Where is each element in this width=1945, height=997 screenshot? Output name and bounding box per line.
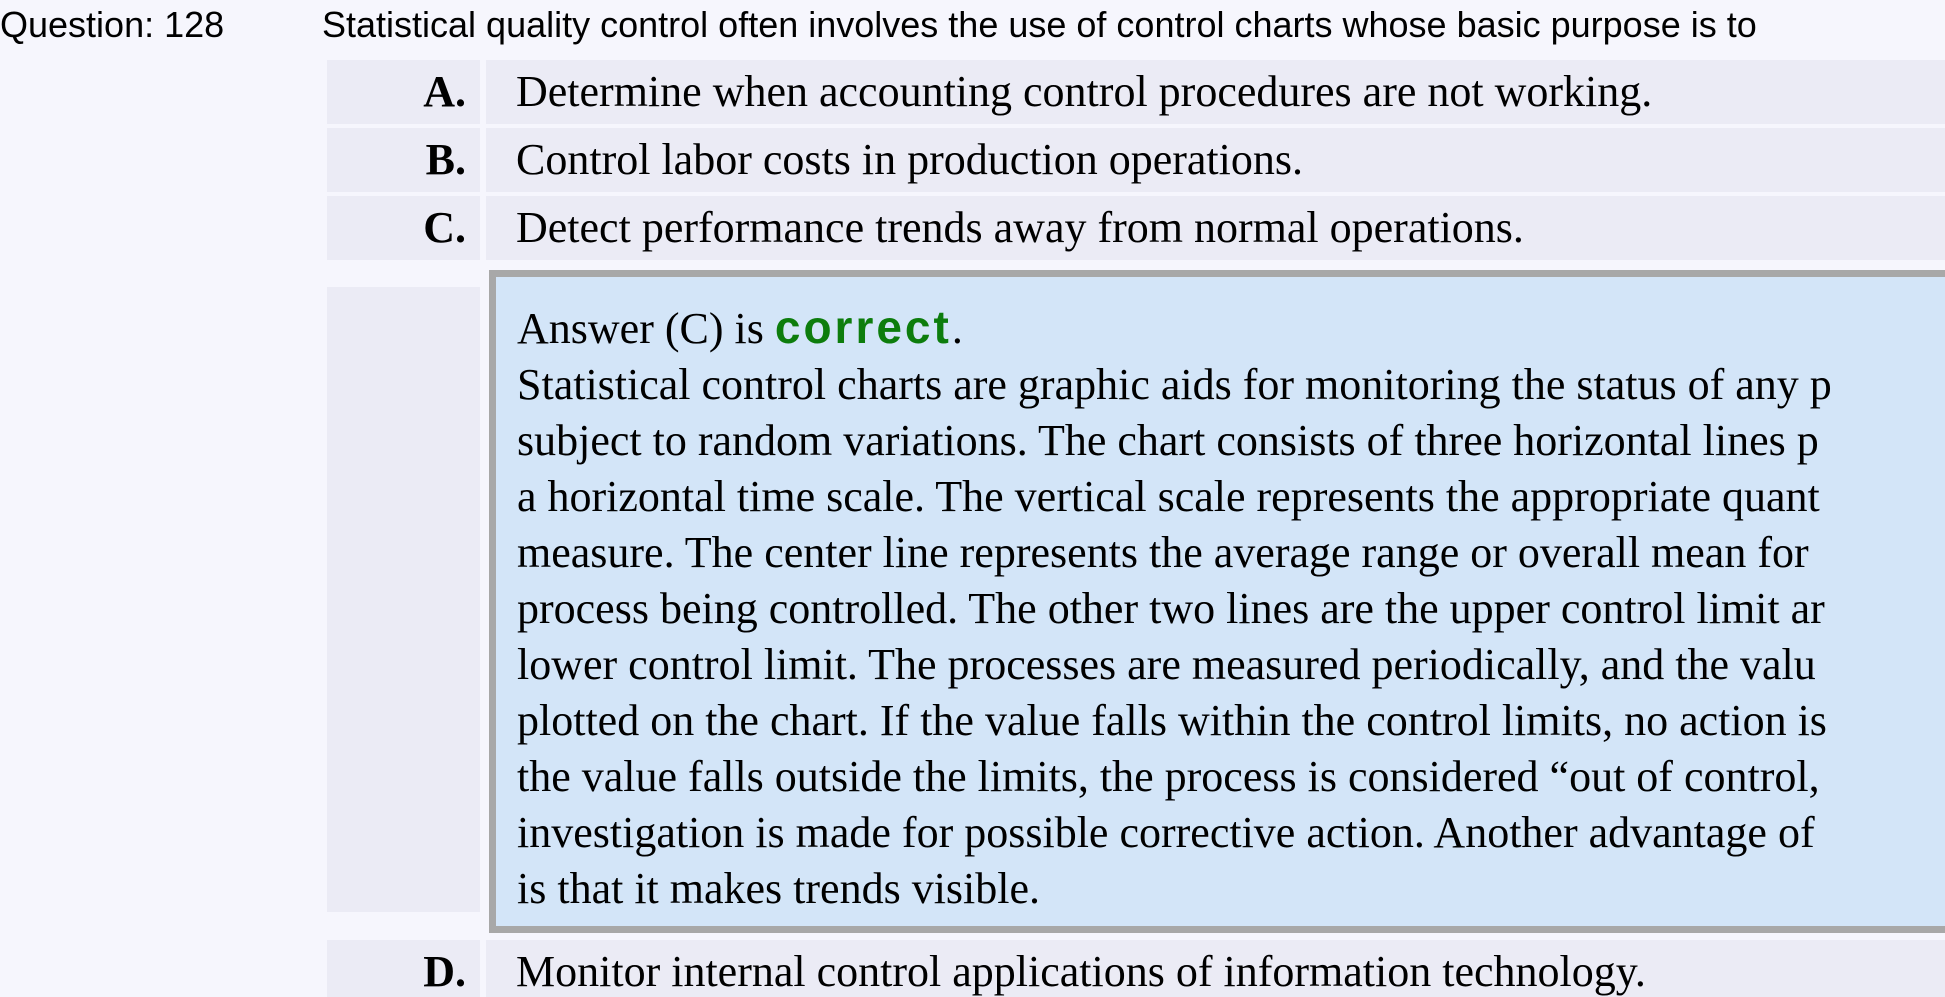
explanation-line: Statistical control charts are graphic aids for monitoring the status of any p xyxy=(517,360,1832,409)
explanation-line: lower control limit. The processes are measured periodically, and the valu xyxy=(517,640,1816,689)
option-b-text: Control labor costs in production operations. xyxy=(486,128,1945,192)
explanation-line: the value falls outside the limits, the process is considered “out of control, xyxy=(517,752,1820,801)
answer-verdict: correct xyxy=(774,301,952,353)
option-d-letter: D. xyxy=(327,940,480,997)
option-c-text: Detect performance trends away from normal operations. xyxy=(486,196,1945,260)
option-b-letter: B. xyxy=(327,128,480,192)
option-a-letter: A. xyxy=(327,60,480,124)
explanation-line: investigation is made for possible corrective action. Another advantage of xyxy=(517,808,1815,857)
explanation-line: is that it makes trends visible. xyxy=(517,864,1041,913)
answer-gutter xyxy=(327,287,480,912)
option-c-letter: C. xyxy=(327,196,480,260)
answer-suffix: . xyxy=(951,304,963,353)
explanation-line: process being controlled. The other two lines are the upper control limit ar xyxy=(517,584,1825,633)
answer-heading xyxy=(517,299,1945,357)
explanation-line: measure. The center line represents the average range or overall mean for xyxy=(517,528,1809,577)
answer-prefix: Answer (C) is xyxy=(517,304,775,353)
question-text: Statistical quality control often involves the use of control charts whose basic purpose is to xyxy=(322,4,1757,45)
explanation-line: plotted on the chart. If the value falls within the control limits, no action is xyxy=(517,696,1827,745)
answer-explanation-box xyxy=(489,270,1945,933)
explanation-line: a horizontal time scale. The vertical scale represents the appropriate quant xyxy=(517,472,1820,521)
option-d-text: Monitor internal control applications of information technology. xyxy=(486,940,1945,997)
option-a-text: Determine when accounting control procedures are not working. xyxy=(486,60,1945,124)
explanation-line: subject to random variations. The chart consists of three horizontal lines p xyxy=(517,416,1819,465)
question-number: Question: 128 xyxy=(0,4,225,45)
